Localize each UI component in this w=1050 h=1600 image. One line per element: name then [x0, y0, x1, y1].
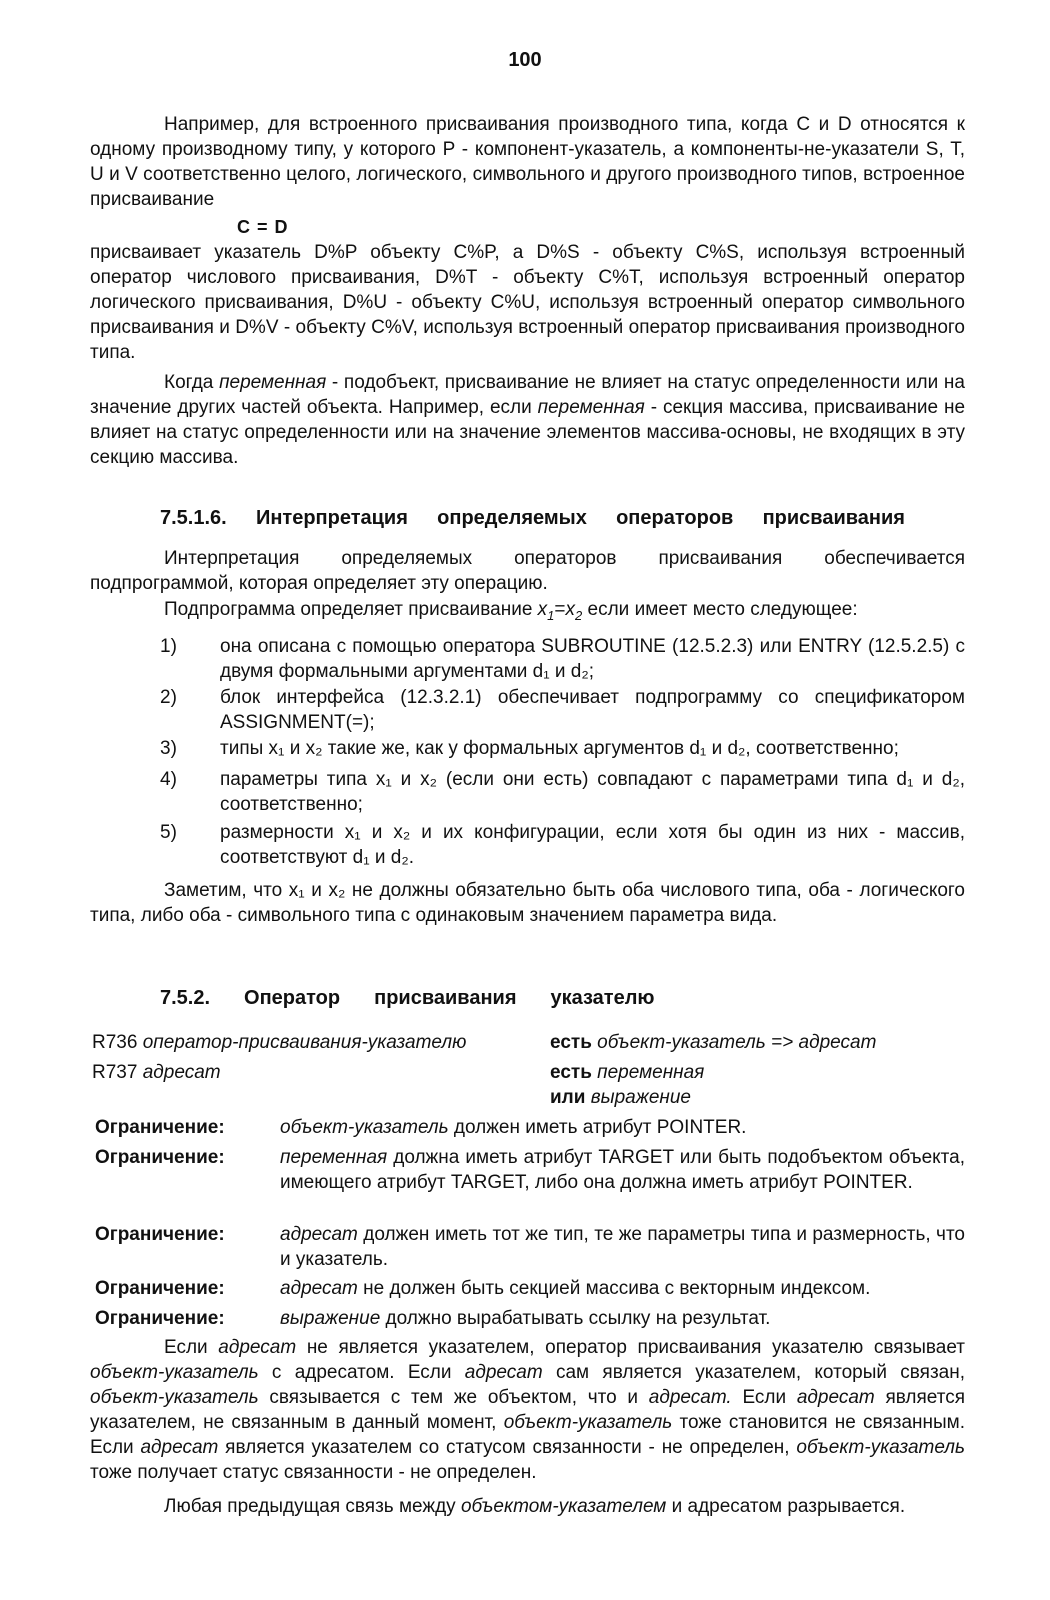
restriction-term: выражение — [280, 1308, 381, 1329]
list-item — [160, 685, 965, 735]
restriction — [95, 1276, 965, 1301]
restriction — [95, 1115, 965, 1140]
formula: C = D — [237, 217, 289, 237]
rule-keyword: есть — [550, 1062, 592, 1083]
restriction-term: переменная — [280, 1147, 388, 1168]
section-title-word: Оператор — [244, 987, 341, 1009]
restriction-label: Ограничение: — [95, 1278, 225, 1299]
list-item — [160, 634, 965, 684]
restriction-term: адресат — [280, 1278, 358, 1299]
list-text: она описана с помощью оператора SUBROUTINE (12.5.2.3) или ENTRY (12.5.2.5) с двумя формальными аргументами d₁ и d₂; — [220, 636, 965, 682]
paragraph-interpretation: Интерпретация определяемых операторов присваивания обеспечивается подпрограммой, которая определяет эту операцию. — [90, 548, 965, 594]
page-number: 100 — [508, 49, 542, 71]
restriction-term: объект-указатель — [280, 1117, 449, 1138]
restriction-label: Ограничение: — [95, 1308, 225, 1329]
section-heading-752 — [160, 986, 655, 1011]
rule-definition: выражение — [590, 1087, 691, 1108]
paragraph-pointer-semantics: Если адресат не является указателем, оператор присваивания указателю связывает объект-указатель с адресатом. Если адресат сам является указателем, который связан, объект-указатель связывается с тем же объектом, что и адресат. Если адресат является указателем, не связанным в данный момент, объект-указатель тоже становится не связанным. Если адресат является указателем со статусом связанности - не определен, объект-указатель тоже получает статус связанности - не определен. — [90, 1337, 965, 1483]
section-title-word: определяемых — [437, 507, 587, 529]
list-number: 5) — [160, 822, 177, 843]
section-title-word: присваивания — [762, 507, 905, 529]
rule-code: R737 — [92, 1062, 138, 1083]
section-title-word: Интерпретация — [255, 507, 408, 529]
list-number: 3) — [160, 738, 177, 759]
paragraph-note: Заметим, что x₁ и x₂ не должны обязательно быть оба числового типа, оба - логического типа, либо оба - символьного типа с одинаковым значением параметра вида. — [90, 880, 965, 926]
rule-definition: объект-указатель => адресат — [597, 1032, 877, 1053]
rule-keyword: или — [550, 1087, 586, 1108]
restriction-label: Ограничение: — [95, 1224, 225, 1245]
restriction-text: должен иметь тот же тип, те же параметры типа и размерность, что и указатель. — [280, 1224, 965, 1270]
rule-keyword: есть — [550, 1032, 592, 1053]
list-item — [160, 736, 965, 761]
list-text: типы x₁ и x₂ такие же, как у формальных аргументов d₁ и d₂, соответственно; — [220, 738, 899, 759]
section-heading-7516 — [160, 506, 905, 531]
rule-definition: переменная — [597, 1062, 705, 1083]
list-item — [160, 767, 965, 817]
section-title-word: операторов — [616, 507, 734, 529]
section-number: 7.5.2. — [160, 987, 211, 1009]
restriction-label: Ограничение: — [95, 1147, 225, 1168]
section-title-word: указателю — [550, 987, 655, 1009]
rule-code: R736 — [92, 1032, 138, 1053]
rule-term: оператор-присваивания-указателю — [142, 1032, 467, 1053]
list-number: 1) — [160, 636, 177, 657]
restriction-text: должна иметь атрибут TARGET или быть подобъектом объекта, имеющего атрибут TARGET, либо она должна иметь атрибут POINTER. — [280, 1147, 965, 1193]
restriction — [95, 1306, 965, 1331]
restriction-text: должно вырабатывать ссылку на результат. — [380, 1308, 771, 1329]
list-text: размерности x₁ и x₂ и их конфигурации, если хотя бы один из них - массив, соответствуют d₁ и d₂. — [220, 822, 965, 868]
restriction — [95, 1145, 965, 1195]
restriction — [95, 1222, 965, 1272]
section-number: 7.5.1.6. — [160, 507, 227, 529]
list-text: параметры типа x₁ и x₂ (если они есть) совпадают с параметрами типа d₁ и d₂, соответственно; — [220, 769, 965, 815]
restriction-text: должен иметь атрибут POINTER. — [448, 1117, 747, 1138]
paragraph-assignment-effect: присваивает указатель D%P объекту C%P, а D%S - объекту C%S, используя встроенный оператор числового присваивания, D%T - объекту C%T, используя встроенный оператор логического присваивания, D%U - объекту C%U, используя встроенный оператор символьного присваивания и D%V - объекту C%V, используя встроенный оператор присваивания производного типа. — [90, 242, 965, 363]
paragraph-subroutine-defines: Подпрограмма определяет присваивание $x_1=x_2$ если имеет место следующее: — [164, 599, 858, 623]
restriction-label: Ограничение: — [95, 1117, 225, 1138]
list-text: блок интерфейса (12.3.2.1) обеспечивает подпрограмму со спецификатором ASSIGNMENT(=); — [220, 687, 965, 733]
restriction-text: не должен быть секцией массива с векторным индексом. — [357, 1278, 871, 1299]
list-item — [160, 820, 965, 870]
list-number: 2) — [160, 687, 177, 708]
paragraph-previous-link: Любая предыдущая связь между объектом-указателем и адресатом разрывается. — [164, 1496, 906, 1517]
list-number: 4) — [160, 769, 177, 790]
paragraph-subobject: Когда переменная - подобъект, присваивание не влияет на статус определенности или на значение других частей объекта. Например, если переменная - секция массива, присваивание не влияет на статус определенности или на значение элементов массива-основы, не входящих в эту секцию массива. — [90, 372, 966, 468]
rule-term: адресат — [142, 1062, 221, 1083]
paragraph-example: Например, для встроенного присваивания производного типа, когда C и D относятся к одному производному типу, у которого P - компонент-указатель, а компоненты-не-указатели S, T, U и V соответственно целого, логического, символьного и другого производного типов, встроенное присваивание — [90, 114, 965, 210]
restriction-term: адресат — [280, 1224, 358, 1245]
section-title-word: присваивания — [374, 987, 517, 1009]
